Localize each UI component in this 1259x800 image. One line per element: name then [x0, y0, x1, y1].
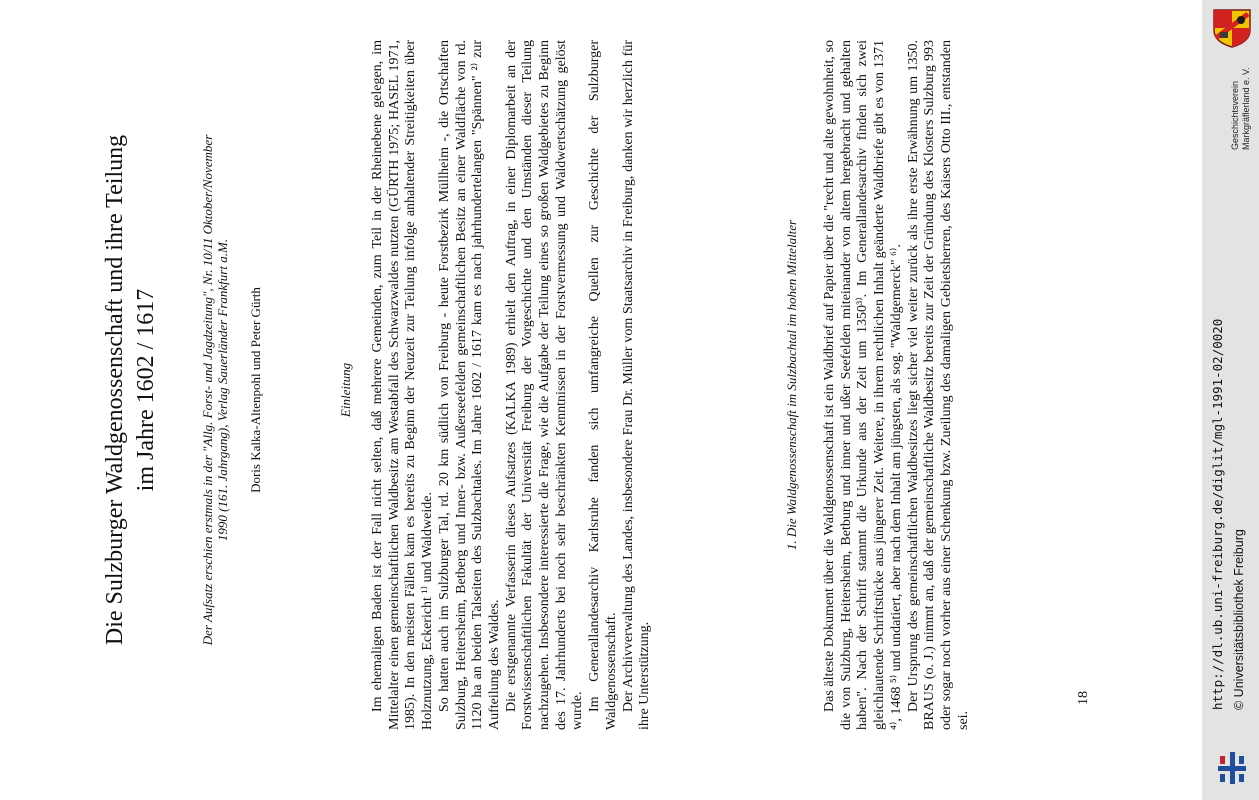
heading-section-1: 1. Die Waldgenossenschaft im Sulzbachtal im hohen Mittelalter	[784, 219, 799, 551]
intro-text	[370, 40, 654, 730]
society-line-2: Markgräflerland e. V.	[1241, 67, 1251, 150]
section-1-text	[822, 40, 972, 730]
paragraph: Der Ursprung des gemeinschaftlichen Waldbesitzes liegt sicher viel weiter zurück als ihre erste Erwähnung um 1350. BRAUS (o. J.) nimmt an, daß der gemeinschaftliche Waldbesitz bereits zur Zeit der Gründung des Klosters Sulzburg 993 oder sogar noch vorher aus einer Schenkung bzw. Zueilung des damaligen Gebietsherren, des Kaisers Otto III., entstanden sei.	[905, 40, 971, 730]
title-line-1: Die Sulzburger Waldgenossenschaft und ihre Teilung	[102, 134, 128, 646]
article-title	[100, 110, 162, 670]
copyright-notice: © Universitätsbibliothek Freiburg	[1232, 529, 1246, 710]
paragraph: So hatten auch im Sulzburger Tal, rd. 20 km südlich von Freiburg - heute Forstbezirk Müllheim -, die Ortschaften Sulzburg, Heitersheim, Betberg und Inner- bzw. Außerseefelden gemeinschaftlichen Besitz an einer Waldfläche von rd. 1120 ha an beiden Talseiten des Sulzbachtales. Im Jahre 1602 / 1617 kam es nach jahrhundertelangen "Spännen" ²⁾ zur Aufteilung des Waldes.	[436, 40, 502, 730]
paragraph: Die erstgenannte Verfasserin dieses Aufsatzes (KALKA 1989) erhielt den Auftrag, in einer Diplomarbeit an der Forstwissenschaftlichen Fakultät der Universität Freiburg der Vorgeschichte und den Umständen dieser Teilung nachzugehen. Insbesondere interessierte die Frage, wie die Aufgabe der Teilung eines so großen Waldgebietes zu Beginn des 17. Jahrhunderts bei noch sehr beschränkten Kenntnissen in der Forstvermessung und Waldwertschätzung gelöst wurde.	[503, 40, 586, 730]
ub-freiburg-logo-icon[interactable]	[1212, 748, 1252, 788]
note-line-2: 1990 (161. Jahrgang), Verlag Sauerländer Frankfurt a.M.	[215, 238, 230, 542]
society-name	[1230, 50, 1252, 150]
paragraph: Der Archivverwaltung des Landes, insbesondere Frau Dr. Müller vom Staatsarchiv in Freiburg, danken wir herzlich für ihre Unterstützung.	[620, 40, 653, 730]
authors: Doris Kalka-Altenpohl und Peter Gürth	[248, 287, 263, 493]
paragraph: Im ehemaligen Baden ist der Fall nicht selten, daß mehrere Gemeinden, zum Teil in der Rheinebene gelegen, im Mittelalter einen gemeinschaftlichen Waldbesitz am Westabfall des Schwarzwaldes nutzten (GÜRTH 1975; HASEL 1971, 1985). In den meisten Fällen kam es bereits zu Beginn der Neuzeit zur Teilung infolge anhaltender Streitigkeiten über Holznutzung, Eckericht ¹⁾ und Waldweide.	[370, 40, 436, 730]
paragraph: Im Generallandesarchiv Karlsruhe fanden sich umfangreiche Quellen zur Geschichte der Sulzburger Waldgenossenschaft.	[587, 40, 619, 730]
title-line-2: im Jahre 1602 / 1617	[133, 288, 159, 492]
publication-note	[200, 80, 230, 700]
viewer-sidebar	[1202, 0, 1259, 800]
page-number: 18	[1076, 691, 1091, 705]
note-line-1: Der Aufsatz erschien erstmals in der "Allg. Forst- und Jagdzeitung", Nr. 10/11 Oktober/November	[200, 134, 215, 646]
rotated-sidebar-content	[1202, 0, 1259, 800]
heading-einleitung: Einleitung	[338, 362, 353, 418]
society-line-1: Geschichtsverein	[1230, 80, 1240, 150]
permalink-url[interactable]: http://dl.ub.uni-freiburg.de/diglit/mgl-1991-02/0020	[1210, 318, 1225, 710]
paragraph: Das älteste Dokument über die Waldgenossenschaft ist ein Waldbrief auf Papier über die "recht und alte gewohnheit, so die von Sulzburg, Heitersheim, Betburg und inner und ußer Seefelden miteinander von altem hergebracht und gehalten haben". Nach der Schrift stammt die Urkunde aus der Zeit um 1350³⁾. Im Generallandesarchiv finden sich zwei gleichlautende Schriftstücke aus jüngerer Zeit. Weitere, in ihrem rechtlichen Inhalt geänderte Waldbriefe gibt es von 1371 ⁴⁾, 1468 ⁵⁾ und undatiert, aber nach dem Inhalt am jüngsten, als sog. "Waldgemerck" ⁶⁾.	[822, 40, 904, 730]
